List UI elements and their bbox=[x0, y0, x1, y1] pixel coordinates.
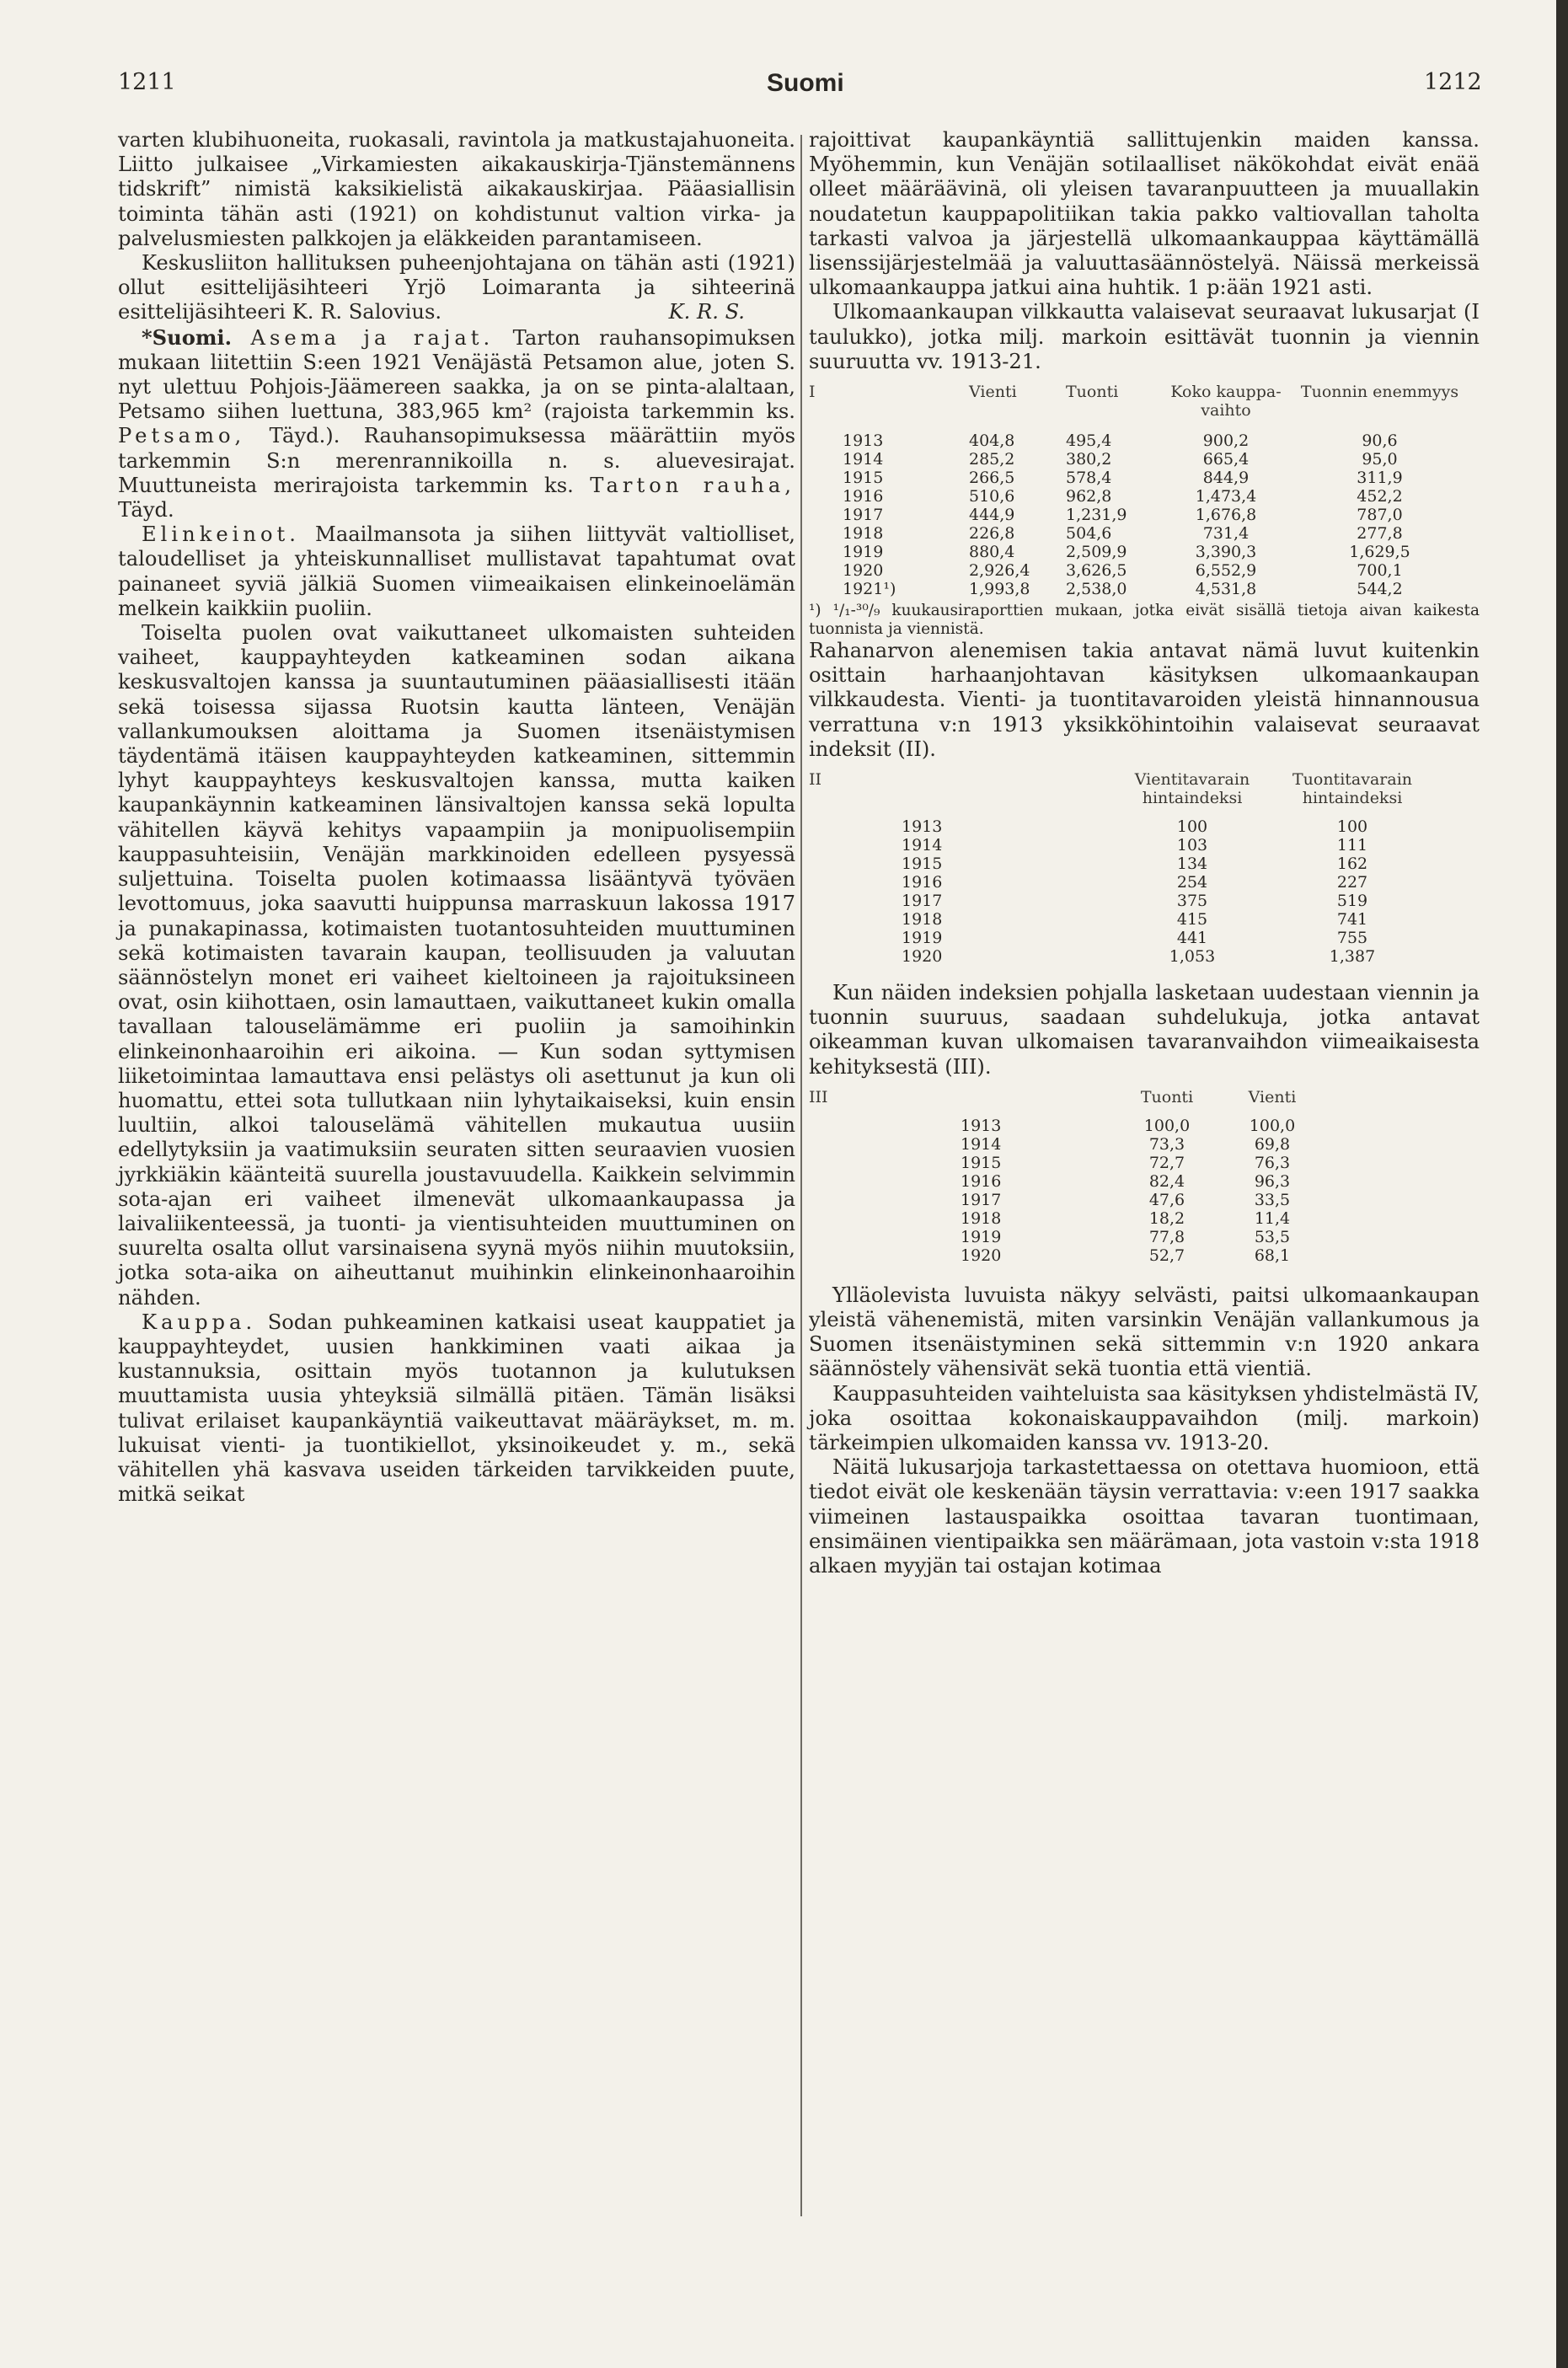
table-cell: 103 bbox=[1176, 836, 1208, 855]
table-cell: 53,5 bbox=[1254, 1227, 1291, 1246]
table-row bbox=[809, 1172, 1314, 1191]
table-cell: 665,4 bbox=[1202, 450, 1250, 469]
table-cell: 1,473,4 bbox=[1195, 487, 1257, 506]
table-row bbox=[809, 561, 1466, 580]
table-cell: 962,8 bbox=[1066, 487, 1112, 506]
table-cell: 441 bbox=[1176, 929, 1208, 948]
table-row bbox=[809, 487, 1466, 506]
table-row bbox=[809, 1117, 1314, 1135]
paragraph: varten klubihuoneita, ruokasali, ravintola ja matkustajahuoneita. Liitto julkaisee „Virkamiesten aikakauskirja-Tjänstemännens tidskrift” nimistä kaksikielistä aikakauskirjaa. Pääasiallisin toiminta tähän asti (1921) on kohdistunut valtion virka- ja palvelusmiesten palkkojen ja eläkkeiden parantamiseen. bbox=[118, 128, 795, 250]
table-cell: 755 bbox=[1336, 929, 1368, 948]
table-row bbox=[809, 1135, 1314, 1154]
table-cell: 787,0 bbox=[1357, 506, 1403, 525]
table-cell: 73,3 bbox=[1148, 1134, 1185, 1154]
table-row bbox=[809, 836, 1415, 855]
table-cell: 76,3 bbox=[1254, 1153, 1291, 1172]
paragraph: Ulkomaankaupan vilkkautta valaisevat seuraavat lukusarjat (I taulukko), jotka milj. markoin esittävät tuonnin ja viennin suuruutta vv. 1913-21. bbox=[809, 300, 1480, 373]
table-row bbox=[809, 1209, 1314, 1228]
table-cell: 11,4 bbox=[1254, 1208, 1291, 1228]
table-cell: 226,8 bbox=[969, 524, 1015, 544]
paragraph: Kauppasuhteiden vaihteluista saa käsityksen yhdistelmästä IV, joka osoittaa kokonaiskauppavaihdon (milj. markoin) tärkeimpien ulkomaiden kanssa vv. 1913-20. bbox=[809, 1381, 1480, 1455]
table-label: III bbox=[809, 1087, 828, 1106]
table-row bbox=[809, 855, 1415, 873]
table-cell: 4,531,8 bbox=[1195, 580, 1257, 599]
row-year: 1916 bbox=[843, 487, 884, 506]
table-row bbox=[809, 431, 1466, 450]
section-heading: Elinkeinot. bbox=[142, 522, 300, 547]
table-cell: 495,4 bbox=[1066, 431, 1112, 451]
paragraph: Elinkeinot. Maailmansota ja siihen liittyvät valtiolliset, taloudelliset ja yhteiskunnalliset mullistavat tapahtumat ovat painaneet syviä jälkiä Suomen viimeaikaisen elinkeinoelämän melkein kaikkiin puoliin. bbox=[118, 522, 795, 620]
row-year: 1915 bbox=[961, 1153, 1002, 1172]
page-number-left: 1211 bbox=[118, 69, 176, 95]
row-year: 1919 bbox=[843, 543, 884, 562]
table-cell: 68,1 bbox=[1254, 1246, 1291, 1265]
table-cell: 510,6 bbox=[969, 487, 1015, 506]
table-cell: 33,5 bbox=[1254, 1190, 1291, 1209]
table-cell: 444,9 bbox=[969, 506, 1015, 525]
table-cell: 254 bbox=[1176, 873, 1208, 892]
cross-reference: Petsamo, bbox=[118, 424, 246, 448]
table-cell: 277,8 bbox=[1357, 524, 1403, 544]
table-cell: 285,2 bbox=[969, 450, 1015, 469]
column-header: Tuonti bbox=[1140, 1087, 1194, 1106]
table-cell: 69,8 bbox=[1254, 1134, 1291, 1154]
row-year: 1917 bbox=[961, 1190, 1002, 1209]
table-row bbox=[809, 1228, 1314, 1246]
paragraph: rajoittivat kaupankäyntiä sallittujenkin maiden kanssa. Myöhemmin, kun Venäjän sotilaalliset näkökohdat eivät enää olleet määräävinä, oli yleisen tavaranpuutteen ja muuallakin noudatetun kauppapolitiikan takia pakko valtiovallan taholta tarkasti valvoa ja järjestellä ulkomaankauppaa käyttämällä lisenssijärjestelmää ja valuuttasäännöstelyä. Näissä merkeissä ulkomaankauppa jatkui aina huhtik. 1 p:ään 1921 asti. bbox=[809, 128, 1480, 300]
table-row bbox=[809, 1191, 1314, 1209]
row-year: 1914 bbox=[902, 836, 943, 855]
table-cell: 380,2 bbox=[1066, 450, 1112, 469]
table-cell: 504,6 bbox=[1066, 524, 1112, 544]
row-year: 1919 bbox=[961, 1227, 1002, 1246]
paragraph: Rahanarvon alenemisen takia antavat nämä luvut kuitenkin osittain harhaanjohtavan käsityksen ulkomaankaupan vilkkaudesta. Vienti- ja tuontitavaroiden yleistä hinnannousua verrattuna v:n 1913 yksikköhintoihin valaisevat seuraavat indeksit (II). bbox=[809, 639, 1480, 761]
paragraph: Toiselta puolen ovat vaikuttaneet ulkomaisten suhteiden vaiheet, kauppayhteyden katkeaminen sodan aikana keskusvaltojen kanssa ja suuntautuminen pääasiallisesti itään sekä toisessa sijassa Ruotsin kautta länteen, Venäjän vallankumouksen aloittama ja Suomen itsenäistymisen täydentämä itäisen kauppayhteyden katkeaminen, sittemmin lyhyt kauppayhteys keskusvaltojen kanssa, mutta kaiken kaupankäynnin katkeaminen länsivaltojen kanssa sekä lopulta vähitellen käyvä kehitys vapaampiin ja monipuolisempiin kauppasuhteisiin, Venäjän markkinoiden edelleen pysyessä suljettuina. Toiselta puolen kotimaassa lisääntyvä työväen levottomuus, joka saavutti huippunsa marraskuun lakossa 1917 ja punakapinassa, kotimaisten tuotantosuhteiden muuttuminen sekä kotimaisten tavarain kaupan, teollisuuden ja valuutan säännöstelyn monet eri vaiheet kieltoineen ja rajoituksineen ovat, osin kiihottaen, osin lamauttaen, vaikuttaneet kukin omalla tavallaan talouselämämme eri puoliin ja samoihinkin elinkeinonhaaroihin eri aikoina. — Kun sodan syttymisen liiketoimintaa lamauttava ensi pelästys oli asettunut ja kun oli huomattu, ettei sota tullutkaan niin lyhytaikaiseksi, kuin ensin luultiin, alkoi talouselämä vähitellen mukautua uusiin edellytyksiin ja vaatimuksiin seuraten sitten seuraavien vuosien jyrkkiäkin käänteitä suurella joustavuudella. Kaikkein selvimmin sota-ajan eri vaiheet ilmenevät ulkomaankaupassa ja laivaliikenteessä, ja tuonti- ja vientisuhteiden muuttuminen on suurelta osalta ollut varsinaisena syynä myös niihin muutoksiin, jotka sota-aika on aiheuttanut muihinkin elinkeinonhaaroihin nähden. bbox=[118, 621, 795, 1310]
table-cell: 452,2 bbox=[1357, 487, 1403, 506]
table-row bbox=[809, 892, 1415, 910]
row-year: 1920 bbox=[961, 1246, 1002, 1265]
table-cell: 578,4 bbox=[1066, 469, 1112, 488]
table-row bbox=[809, 1246, 1314, 1265]
table-relative-volumes bbox=[809, 1088, 1314, 1265]
table-cell: 1,676,8 bbox=[1195, 506, 1257, 525]
left-column bbox=[118, 128, 795, 1507]
table-cell: 227 bbox=[1336, 873, 1368, 892]
table-cell: 96,3 bbox=[1254, 1171, 1291, 1191]
table-row bbox=[809, 580, 1466, 598]
table-row bbox=[809, 947, 1415, 966]
table-cell: 77,8 bbox=[1148, 1227, 1185, 1246]
table-row bbox=[809, 1154, 1314, 1172]
row-year: 1915 bbox=[843, 469, 884, 488]
row-year: 1913 bbox=[961, 1116, 1002, 1135]
table-trade-totals bbox=[809, 383, 1466, 598]
column-divider bbox=[800, 135, 802, 2216]
paragraph: Kun näiden indeksien pohjalla lasketaan uudestaan viennin ja tuonnin suuruus, saadaan suhdelukuja, jotka antavat oikeamman kuvan ulkomaisen tavaranvaihdon viimeaikaisesta kehityksestä (III). bbox=[809, 981, 1480, 1079]
row-year: 1913 bbox=[843, 431, 884, 451]
section-heading: Asema ja rajat. bbox=[250, 325, 495, 350]
table-cell: 134 bbox=[1176, 855, 1208, 874]
table-cell: 544,2 bbox=[1357, 580, 1403, 599]
row-year: 1918 bbox=[843, 524, 884, 544]
author-initials: K. R. S. bbox=[668, 300, 745, 324]
table-cell: 1,629,5 bbox=[1349, 543, 1410, 562]
row-year: 1921¹) bbox=[843, 580, 896, 599]
table-cell: 47,6 bbox=[1148, 1190, 1185, 1209]
column-header: Vienti bbox=[969, 383, 1017, 402]
footnote: ¹) ¹/₁-³⁰/₉ kuukausiraporttien mukaan, jotka eivät sisällä tietoja aivan kaikesta tuonnista ja viennistä. bbox=[809, 602, 1480, 639]
table-cell: 100 bbox=[1336, 817, 1368, 837]
table-row bbox=[809, 543, 1466, 561]
row-year: 1915 bbox=[902, 855, 943, 874]
column-header: Tuonti bbox=[1066, 383, 1119, 402]
paragraph: Näitä lukusarjoja tarkastettaessa on otettava huomioon, että tiedot eivät ole keskenään täysin verrattavia: v:een 1917 saakka viimeinen lastauspaikka osoittaa tavaran tuontimaan, ensimäinen vientipaikka sen määrämaan, jota vastoin v:sta 1918 alkaen myyjän tai ostajan kotimaa bbox=[809, 1455, 1480, 1578]
table-row bbox=[809, 450, 1466, 469]
table-cell: 311,9 bbox=[1357, 469, 1403, 488]
table-row bbox=[809, 910, 1415, 929]
paragraph: Kauppa. Sodan puhkeaminen katkaisi useat kauppatiet ja kauppayhteydet, uusien hankkiminen vaati aikaa ja kustannuksia, osittain myös tuotannon ja kulutuksen muuttamista uusia yhteyksiä silmällä pitäen. Tämän lisäksi tulivat erilaiset kaupankäyntiä vaikeuttavat määräykset, m. m. lukuisat vienti- ja tuontikiellot, yksinoikeudet y. m., sekä vähitellen yhä kasvava useiden tärkeiden tarvikkeiden puute, mitkä seikat bbox=[118, 1310, 795, 1507]
column-header: Vientitavarain hintaindeksi bbox=[1134, 770, 1250, 808]
table-cell: 741 bbox=[1336, 910, 1368, 930]
table-cell: 100 bbox=[1176, 817, 1208, 837]
entry-heading: *Suomi. bbox=[142, 324, 233, 350]
table-cell: 1,231,9 bbox=[1066, 506, 1127, 525]
table-cell: 519 bbox=[1336, 892, 1368, 911]
row-year: 1920 bbox=[843, 561, 884, 581]
table-cell: 266,5 bbox=[969, 469, 1015, 488]
table-cell: 2,538,0 bbox=[1066, 580, 1127, 599]
table-cell: 844,9 bbox=[1202, 469, 1250, 488]
page-edge bbox=[1556, 0, 1568, 2368]
table-cell: 95,0 bbox=[1362, 450, 1398, 469]
table-cell: 375 bbox=[1176, 892, 1208, 911]
table-row bbox=[809, 524, 1466, 543]
table-cell: 880,4 bbox=[969, 543, 1015, 562]
running-title: Suomi bbox=[767, 69, 844, 97]
table-cell: 162 bbox=[1336, 855, 1368, 874]
right-column bbox=[809, 128, 1480, 1578]
table-cell: 731,4 bbox=[1202, 524, 1250, 544]
table-row bbox=[809, 506, 1466, 524]
table-row bbox=[809, 469, 1466, 487]
table-cell: 111 bbox=[1336, 836, 1368, 855]
table-cell: 90,6 bbox=[1362, 431, 1398, 451]
table-cell: 72,7 bbox=[1148, 1153, 1185, 1172]
row-year: 1913 bbox=[902, 817, 943, 837]
table-cell: 6,552,9 bbox=[1195, 561, 1257, 581]
table-label: II bbox=[809, 770, 822, 790]
paragraph: *Suomi. Asema ja rajat. Tarton rauhansopimuksen mukaan liitettiin S:een 1921 Venäjästä Petsamon alue, joten S. nyt ulettuu Pohjois-Jäämereen saakka, ja on se pinta-alaltaan, Petsamo siihen luettuna, 383,965 km² (rajoista tarkemmin ks. Petsamo, Täyd.). Rauhansopimuksessa määrättiin myös tarkemmin S:n merenrannikoilla n. s. aluevesirajat. Muuttuneista merirajoista tarkemmin ks. Tarton rauha, Täyd. bbox=[118, 324, 795, 522]
paragraph: Keskusliiton hallituksen puheenjohtajana on tähän asti (1921) ollut esittelijäsihteeri Yrjö Loimaranta ja sihteerinä esittelijäsihteeri K. R. Salovius. K. R. S. bbox=[118, 251, 795, 324]
table-cell: 52,7 bbox=[1148, 1246, 1185, 1265]
table-cell: 3,626,5 bbox=[1066, 561, 1127, 581]
row-year: 1917 bbox=[843, 506, 884, 525]
row-year: 1914 bbox=[843, 450, 884, 469]
table-cell: 3,390,3 bbox=[1195, 543, 1257, 562]
row-year: 1916 bbox=[961, 1171, 1002, 1191]
row-year: 1918 bbox=[902, 910, 943, 930]
column-header: Koko kauppa-vaihto bbox=[1170, 383, 1282, 421]
table-cell: 100,0 bbox=[1143, 1116, 1191, 1135]
column-header: Tuonnin enemmyys bbox=[1300, 383, 1459, 402]
row-year: 1917 bbox=[902, 892, 943, 911]
table-cell: 82,4 bbox=[1148, 1171, 1185, 1191]
table-cell: 1,053 bbox=[1169, 947, 1216, 967]
row-year: 1920 bbox=[902, 947, 943, 967]
table-row bbox=[809, 929, 1415, 947]
row-year: 1919 bbox=[902, 929, 943, 948]
paragraph: Ylläolevista luvuista näkyy selvästi, paitsi ulkomaankaupan yleistä vähenemistä, miten varsinkin Venäjän vallankumous ja Suomen itsenäistyminen sekä sittemmin v:n 1920 ankara säännöstely vähensivät sekä tuontia että vientiä. bbox=[809, 1283, 1480, 1381]
table-cell: 700,1 bbox=[1357, 561, 1403, 581]
row-year: 1914 bbox=[961, 1134, 1002, 1154]
table-cell: 415 bbox=[1176, 910, 1208, 930]
table-cell: 900,2 bbox=[1202, 431, 1250, 451]
table-cell: 2,926,4 bbox=[969, 561, 1030, 581]
table-price-indices bbox=[809, 770, 1415, 966]
row-year: 1916 bbox=[902, 873, 943, 892]
column-header: Tuontitavarain hintaindeksi bbox=[1292, 770, 1413, 808]
row-year: 1918 bbox=[961, 1208, 1002, 1228]
column-header: Vienti bbox=[1248, 1087, 1297, 1106]
table-cell: 2,509,9 bbox=[1066, 543, 1127, 562]
page-number-right: 1212 bbox=[1424, 69, 1482, 95]
table-cell: 18,2 bbox=[1148, 1208, 1185, 1228]
table-cell: 100,0 bbox=[1249, 1116, 1296, 1135]
table-cell: 1,387 bbox=[1329, 947, 1376, 967]
table-cell: 404,8 bbox=[969, 431, 1015, 451]
table-label: I bbox=[809, 383, 816, 402]
table-row bbox=[809, 873, 1415, 892]
section-heading: Kauppa. bbox=[142, 1310, 257, 1334]
table-cell: 1,993,8 bbox=[969, 580, 1030, 599]
table-row bbox=[809, 817, 1415, 836]
cross-reference: Tarton rauha, bbox=[590, 473, 795, 497]
